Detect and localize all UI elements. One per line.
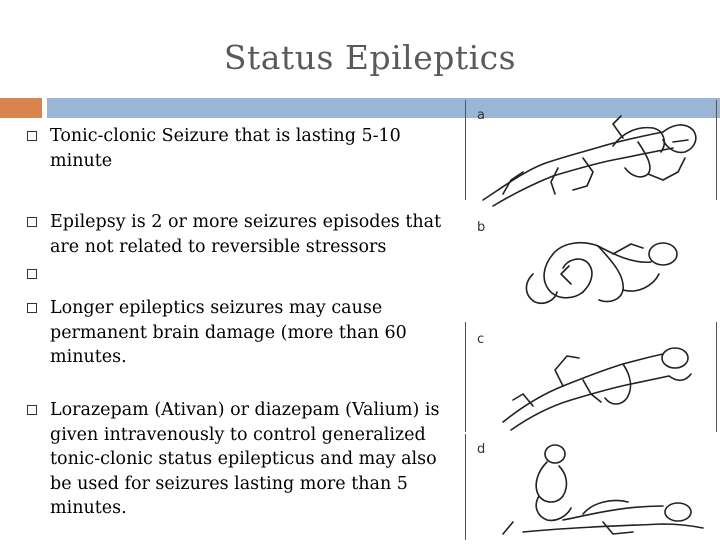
figure-label: d xyxy=(477,442,486,457)
accent-bar xyxy=(0,98,42,118)
figure-label: b xyxy=(477,220,486,235)
seizure-figure-panel xyxy=(463,100,720,540)
bullet-item xyxy=(22,398,462,518)
figure-d xyxy=(463,436,720,544)
clonic-phase-illustration xyxy=(463,214,720,322)
tonic-phase-illustration xyxy=(463,102,720,210)
square-bullet-icon xyxy=(27,405,37,415)
postictal-position-illustration xyxy=(463,326,720,434)
bullet-item xyxy=(22,262,462,296)
figure-a xyxy=(463,102,720,210)
square-bullet-icon xyxy=(27,269,37,279)
square-bullet-icon xyxy=(27,131,37,141)
bullet-text: Lorazepam (Ativan) or diazepam (Valium) is given intravenously to control generalized tonic-clonic status epilepticus and may also be used for seizures lasting more than 5 minutes. xyxy=(50,400,440,518)
figure-b xyxy=(463,214,720,322)
figure-label: a xyxy=(477,108,485,123)
square-bullet-icon xyxy=(27,303,37,313)
bullet-text: Tonic-clonic Seizure that is lasting 5-10 minute xyxy=(50,126,401,171)
square-bullet-icon xyxy=(27,217,37,227)
bullet-text: Longer epileptics seizures may cause permanent brain damage (more than 60 minutes. xyxy=(50,298,407,367)
bullet-item xyxy=(22,210,462,258)
figure-label: c xyxy=(477,332,485,347)
bullet-item xyxy=(22,124,462,210)
bullet-text: Epilepsy is 2 or more seizures episodes that are not related to reversible stressors xyxy=(50,212,442,257)
recovery-position-illustration xyxy=(463,436,720,540)
bullet-item xyxy=(22,296,462,398)
bullet-list xyxy=(22,124,462,518)
slide-title: Status Epileptics xyxy=(223,38,517,77)
figure-c xyxy=(463,326,720,434)
